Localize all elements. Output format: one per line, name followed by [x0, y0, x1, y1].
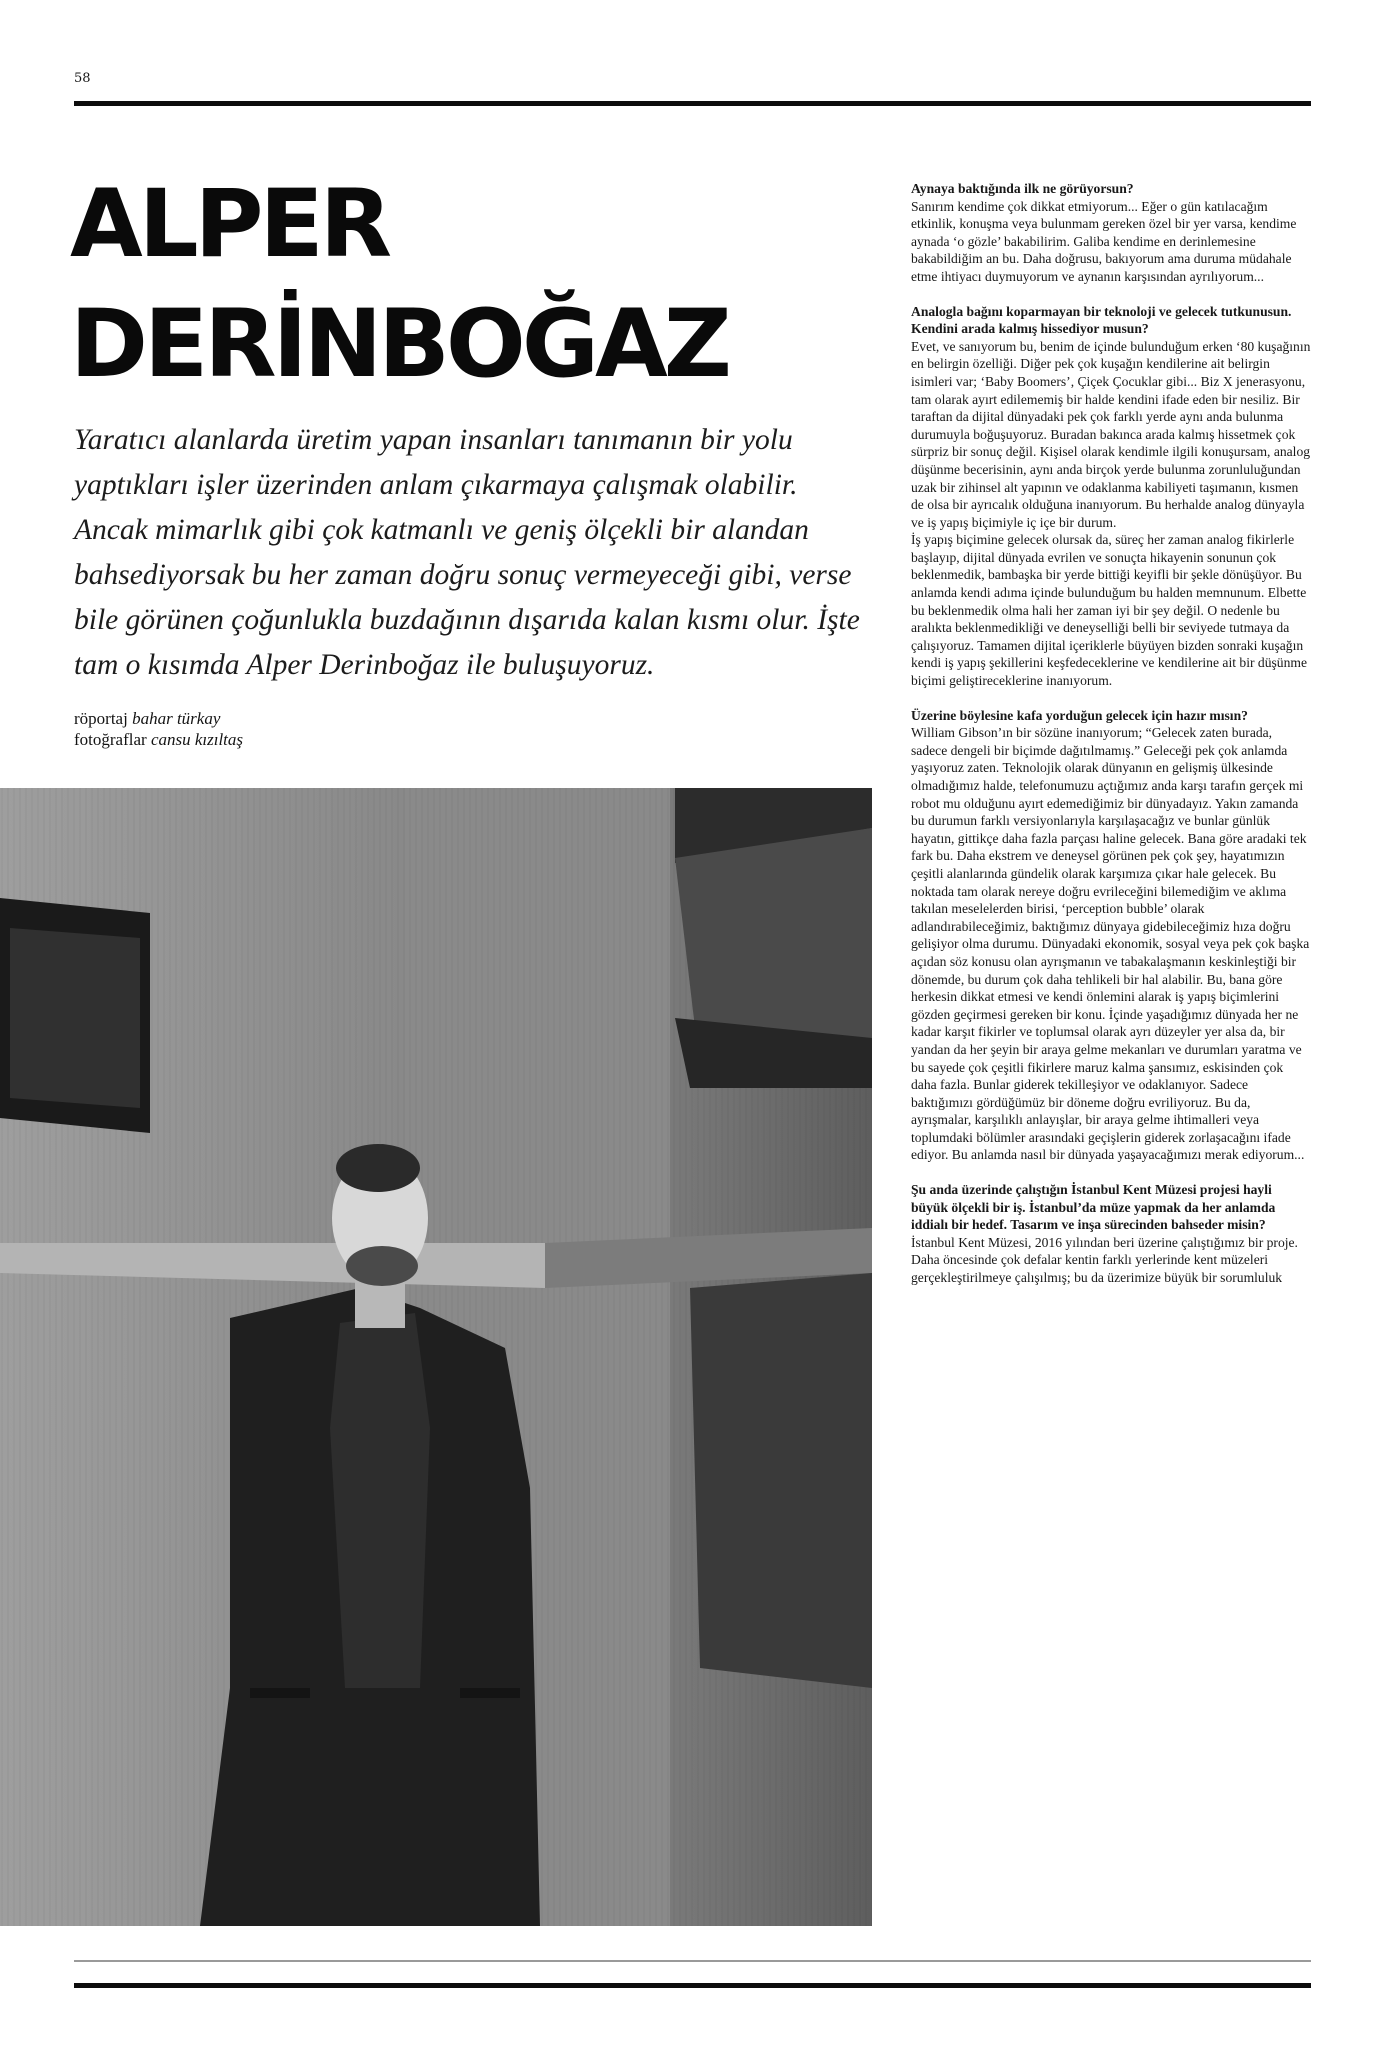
- interview-credit-role: röportaj: [74, 709, 128, 728]
- interview-credit-person: bahar türkay: [132, 709, 221, 728]
- answer-3-paragraph-1: William Gibson’ın bir sözüne inanıyorum; “Gelecek zaten burada, sadece dengeli bir biçimde dağıtılmamış.” Geleceği pek çok anlamda yaşıyoruz zaten. Teknolojik olarak dünyanın en gelişmiş ülkesinde olmadığımız halde, telefonumuzu açtığımız anda karşı tarafın gerçek mi robot mu olduğunu ayırt edemediğimiz bir dünyadayız. Yakın zamanda bu durumun farklı versiyonlarıyla karşılaşacağız ve bunlar günlük hayatın, gittikçe daha fazla parçası haline gelecek. Bana göre aradaki tek fark bu. Daha ekstrem ve deneysel görünen pek çok şey, hayatımızın çeşitli alanlarında gündelik olarak karşımıza çıkar hale gelecek. Bu noktada tam olarak nereye doğru evrileceğini bilemediğim ve aklıma takılan meselelerden birisi, ‘perception bubble’ olarak adlandırabileceğimiz, baktığımız dünyaya gidebileceğimiz hıza doğru gelişiyor olma durumu. Dünyadaki ekonomik, sosyal veya pek çok başka: [911, 725, 1310, 952]
- portrait-photo-illustration: [0, 788, 872, 1926]
- bottom-thick-rule: [74, 1983, 1311, 1988]
- interview-column: [911, 180, 1311, 1287]
- answer-2-paragraph-1: Evet, ve sanıyorum bu, benim de içinde bulunduğum erken ‘80 kuşağının en belirgin özelliği. Diğer pek çok kuşağın kendilerine ait belirgin isimleri var; ‘Baby Boomers’, Çiçek Çocuklar gibi... Biz X jenerasyonu, tam olarak ayırt edilememiş bir halde kendini ifade eden bir nesiliz. Bir taraftan da dijital dünyadaki pek çok farklı yerde aynı anda bulunma durumuyla boğuşuyoruz. Buradan bakınca arada kalmış hissetmek çok sürpriz bir sonuç değil. Kişisel olarak kendimle ilgili konuşursam, analog düşünme becerisinin, aynı anda birçok yerde bulunma zorunluluğundan uzak bir zihinsel alt yapının ve odaklanma kabiliyeti taşımanın, kısmen de olsa bir ayrıcalık olduğuna inanıyorum. Bu herhalde analog dünyayla ve iş yapış biçimiyle iç içe bir durum.: [911, 338, 1311, 530]
- answer-2-paragraph-2: İş yapış biçimine gelecek olursak da, süreç her zaman analog fikirlerle başlayıp, dijital dünyada evrilen ve sonuçta hikayenin sonunun çok beklenmedik, bambaşka bir yerde bittiği keyifli bir şekle dönüşüyor. Bu anlamda kendi adıma içinde bulunduğum bu halden memnunum. Elbette bu beklenmedik olma hali her zaman iyi bir şey değil. O nedenle bu aralıkta beklenmedikliği ve deneyselliği belli bir seviyede tutmaya da çalışıyoruz. Tamamen dijital içeriklerle büyüyen bizden sonraki kuşağın kendi iş yapış şekillerini keşfedeceklerine ve kendilerine ait bir düşünme biçimi geliştireceklerine inanıyorum.: [911, 532, 1307, 689]
- answer-4-paragraph-1: İstanbul Kent Müzesi, 2016 yılından beri üzerine çalıştığımız bir proje. Daha öncesinde çok defalar kentin farklı yerlerinde kent müzeleri gerçekleştirilmeye çalışılmış; bu da üzerimize büyük bir sorumluluk: [911, 1234, 1298, 1286]
- question-3: Üzerine böylesine kafa yorduğun gelecek için hazır mısın?: [911, 707, 1248, 723]
- portrait-photo: [0, 788, 872, 1926]
- credits: [74, 708, 474, 750]
- title-line-1: ALPER: [70, 170, 389, 279]
- interview-credit: [74, 708, 474, 729]
- question-4: Şu anda üzerinde çalıştığın İstanbul Kent Müzesi projesi hayli büyük ölçekli bir iş. İstanbul’da müze yapmak da her anlamda iddialı bir hedef. Tasarım ve inşa sürecinden bahseder misin?: [911, 1182, 1276, 1233]
- question-2: Analogla bağını koparmayan bir teknoloji ve gelecek tutkunusun. Kendini arada kalmış hissediyor musun?: [911, 303, 1292, 337]
- qa-block-3: [911, 707, 1311, 1164]
- answer-3-paragraph-2: açıdan söz konusu olan ayrışmanın ve tabakalaşmanın keskinleştiği bir dönemde, bu durum çok daha tehlikeli bir hal alabilir. Bu, bana göre herkesin dikkat etmesi ve kendi önlemini alarak iş yapış biçimlerini gözden geçirmesi gereken bir konu. İçinde yaşadığımız dünyada her ne kadar karşıt fikirler ve toplumsal olarak ayrı düzeyler yer alsa da, bir yandan da her şeyin bir araya gelme mekanları ve durumları yaratma ve bu sayede çok çeşitli fikirlere maruz kalma şansımız, eskisinden çok daha fazla. Bunlar giderek tekilleşiyor ve odaklanıyor. Sadece baktığımızı gördüğümüz bir döneme doğru evriliyoruz. Bu da, ayrışmalar, karşılıklı anlayışlar, bir araya gelme ihtimalleri veya toplumdaki bölümler arasındaki geçişlerin giderek zorlaşacağını ifade ediyor. Bu anlamda nasıl bir dünyada yaşayacağımızı merak ediyorum...: [911, 953, 1305, 1163]
- page-number: 58: [74, 71, 91, 86]
- question-1: Aynaya baktığında ilk ne görüyorsun?: [911, 181, 1134, 196]
- top-rule: [74, 101, 1311, 106]
- qa-block-2: [911, 303, 1311, 690]
- photo-credit: [74, 729, 474, 750]
- article-title: [70, 165, 870, 405]
- title-line-2: DERİNBOĞAZ: [70, 290, 728, 399]
- lead-paragraph: Yaratıcı alanlarda üretim yapan insanları tanımanın bir yolu yaptıkları işler üzerinden anlam çıkarmaya çalışmak olabilir. Ancak mimarlık gibi çok katmanlı ve geniş ölçekli bir alandan bahsediyorsak bu her zaman doğru sonuç vermeyeceği gibi, verse bile görünen çoğunlukla buzdağının dışarıda kalan kısmı olur. İşte tam o kısımda Alper Derinboğaz ile buluşuyoruz.: [74, 424, 860, 681]
- bottom-thin-rule: [74, 1960, 1311, 1962]
- photo-credit-person: cansu kızıltaş: [150, 730, 244, 749]
- answer-1-paragraph-1: Sanırım kendime çok dikkat etmiyorum... Eğer o gün katılacağım etkinlik, konuşma veya bulunmam gereken özel bir yer varsa, kendime aynada ‘o gözle’ bakabilirim. Galiba kendime en derinlemesine bakabildiğim an bu. Daha doğrusu, bakıyorum ama duruma müdahale etme ihtiyacı duymuyorum ve aynanın karşısından ayrılıyorum...: [911, 198, 1297, 284]
- photo-credit-role: fotoğraflar: [74, 730, 147, 749]
- qa-block-1: [911, 180, 1311, 286]
- qa-block-4: [911, 1181, 1311, 1287]
